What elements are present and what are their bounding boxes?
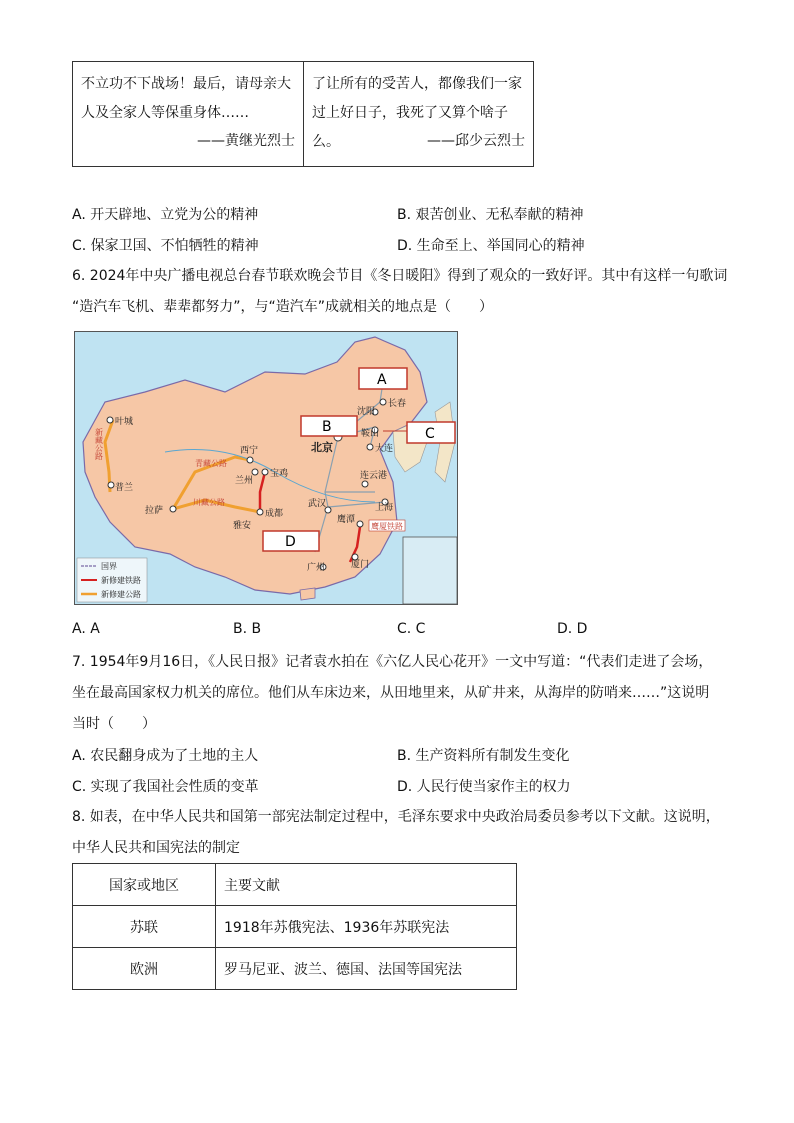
city-label: 鹰潭 <box>337 515 356 525</box>
q7-stem-line3: 当时（ ） <box>72 716 156 732</box>
table-row <box>73 948 517 990</box>
city-label: 西宁 <box>240 446 259 456</box>
city-dot-yecheng <box>107 417 113 423</box>
china-map-svg <box>75 332 457 604</box>
box-c-label: C <box>425 426 435 442</box>
city-label: 雅安 <box>233 521 252 531</box>
q6-option-a[interactable]: A. A <box>72 621 100 637</box>
q7-stem-line1: 7. 1954年9月16日，《人民日报》记者袁水拍在《六亿人民心花开》一文中写道：“代表们走进了会场， <box>72 654 713 670</box>
table-cell: 1918年苏俄宪法、1936年苏联宪法 <box>216 906 517 948</box>
route-label: 鹰厦铁路 <box>371 522 403 531</box>
route-label: 川藏公路 <box>193 498 225 507</box>
table-row <box>73 906 517 948</box>
city-label: 厦门 <box>351 560 370 570</box>
city-label: 连云港 <box>360 471 388 481</box>
q7-option-a[interactable]: A. 农民翻身成为了土地的主人 <box>72 748 259 764</box>
quote-author: ——黄继光烈士 <box>197 133 295 149</box>
south-sea-inset <box>403 537 457 604</box>
table-cell: 欧洲 <box>73 948 216 990</box>
map-legend <box>77 558 147 602</box>
q6-option-b[interactable]: B. B <box>233 621 262 637</box>
table-cell: 罗马尼亚、波兰、德国、法国等国宪法 <box>216 948 517 990</box>
city-label: 沈阳 <box>357 407 376 417</box>
city-dot-xining <box>247 457 253 463</box>
legend-label: 国界 <box>101 562 117 571</box>
q5-option-c[interactable]: C. 保家卫国、不怕牺牲的精神 <box>72 238 259 254</box>
quote-text: 了让所有的受苦人，都像我们一家过上好日子，我死了又算个啥子么。 <box>312 76 522 150</box>
city-label: 长春 <box>388 399 407 409</box>
table-header: 主要文献 <box>216 864 517 906</box>
quote-cell-qiu <box>303 62 533 166</box>
legend-label: 新修建铁路 <box>101 576 141 585</box>
city-label: 兰州 <box>235 476 254 486</box>
city-dot-lanzhou <box>252 469 258 475</box>
hainan-land <box>300 588 315 600</box>
quote-text: 不立功不下战场！最后，请母亲大人及全家人等保重身体…… <box>81 76 291 121</box>
city-dot-lasa <box>170 506 176 512</box>
q6-option-c[interactable]: C. C <box>397 621 426 637</box>
city-dot-pulan <box>108 482 114 488</box>
legend-label: 新修建公路 <box>101 590 141 599</box>
table-header-row <box>73 864 517 906</box>
route-label: 新藏公路 <box>94 428 104 460</box>
city-dot-changchun <box>380 399 386 405</box>
city-dot-yingtan <box>357 521 363 527</box>
box-d-label: D <box>285 534 296 550</box>
city-label: 武汉 <box>308 499 327 509</box>
route-label: 青藏公路 <box>195 459 227 468</box>
city-label: 上海 <box>375 503 394 513</box>
q6-option-d[interactable]: D. D <box>557 621 588 637</box>
city-dot-baoji <box>262 469 268 475</box>
q7-option-b[interactable]: B. 生产资料所有制发生变化 <box>397 748 570 764</box>
city-label: 北京 <box>311 441 333 454</box>
city-dot-dalian <box>367 444 373 450</box>
q6-stem-line1: 6. 2024年中央广播电视总台春节联欢晚会节目《冬日暖阳》得到了观众的一致好评。其中有这样一句歌词 <box>72 268 728 284</box>
table-cell: 苏联 <box>73 906 216 948</box>
q7-option-d[interactable]: D. 人民行使当家作主的权力 <box>397 779 571 795</box>
city-label: 广州 <box>307 563 326 573</box>
quote-table <box>72 61 534 167</box>
city-label: 叶城 <box>115 417 134 427</box>
city-label: 普兰 <box>115 483 134 493</box>
city-label: 鞍山 <box>361 429 380 439</box>
city-label: 宝鸡 <box>270 469 289 479</box>
city-dot-chengdu <box>257 509 263 515</box>
q5-option-a[interactable]: A. 开天辟地、立党为公的精神 <box>72 207 259 223</box>
q7-option-c[interactable]: C. 实现了我国社会性质的变革 <box>72 779 259 795</box>
city-dot-lianyungang <box>362 481 368 487</box>
q5-option-d[interactable]: D. 生命至上、举国同心的精神 <box>397 238 585 254</box>
q5-option-b[interactable]: B. 艰苦创业、无私奉献的精神 <box>397 207 584 223</box>
box-a-label: A <box>377 372 387 388</box>
q8-stem-line1: 8. 如表，在中华人民共和国第一部宪法制定过程中，毛泽东要求中央政治局委员参考以下文献。这说明， <box>72 809 720 825</box>
quote-cell-huang <box>73 62 303 166</box>
quote-author: ——邱少云烈士 <box>427 133 525 149</box>
city-label: 成都 <box>265 509 284 519</box>
city-label: 拉萨 <box>145 506 164 516</box>
city-label: 大连 <box>375 444 394 454</box>
box-b-label: B <box>322 419 332 435</box>
constitution-docs-table <box>72 863 517 990</box>
q7-stem-line2: 坐在最高国家权力机关的席位。他们从车床边来，从田地里来，从矿井来，从海岸的防哨来……”这说明 <box>72 685 710 701</box>
table-header: 国家或地区 <box>73 864 216 906</box>
q8-stem-line2: 中华人民共和国宪法的制定 <box>72 840 240 856</box>
q6-stem-line2: “造汽车飞机、辈辈都努力”，与“造汽车”成就相关的地点是（ ） <box>72 299 494 315</box>
china-map <box>74 331 458 605</box>
